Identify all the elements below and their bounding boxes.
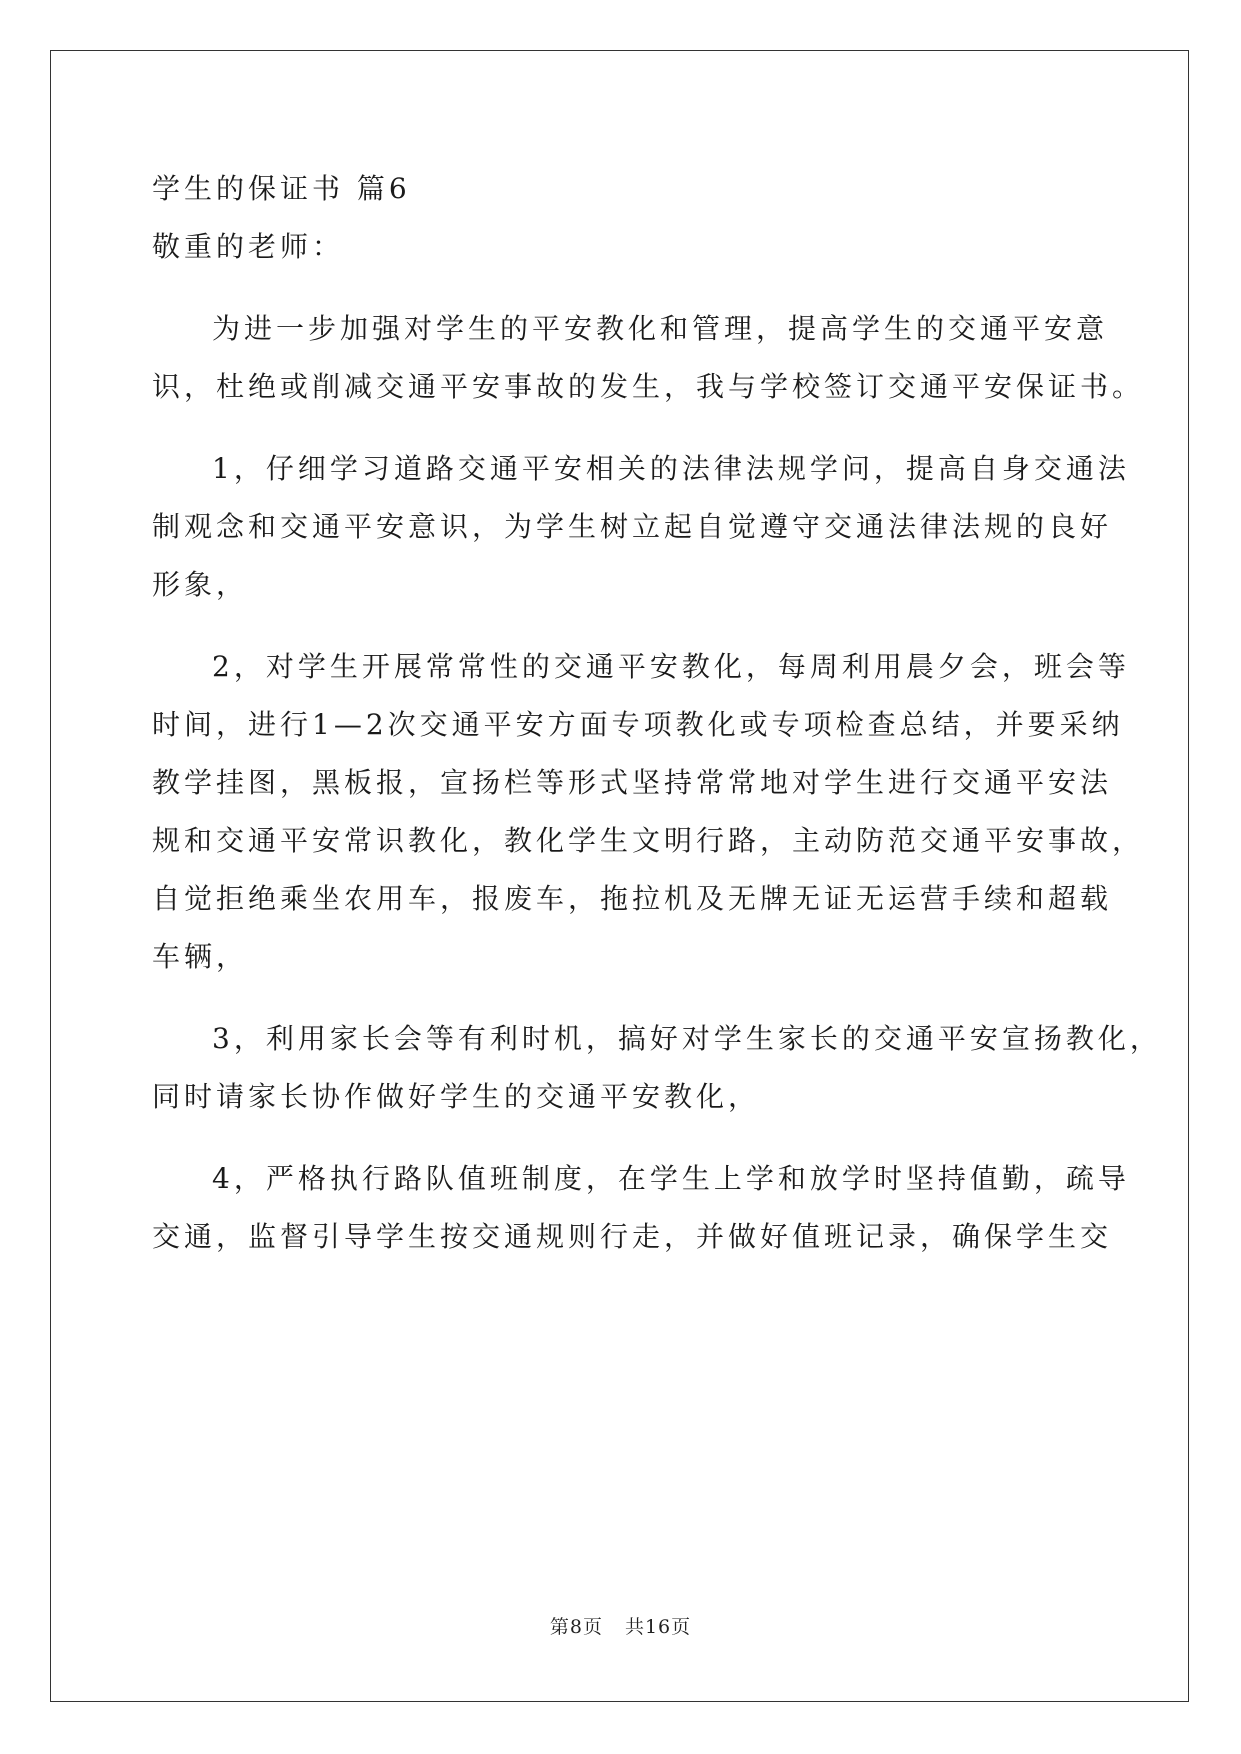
paragraph-item-4 [152, 1150, 1130, 1266]
paragraph-line: 3，利用家长会等有利时机，搞好对学生家长的交通平安宣扬教化， [212, 1022, 1162, 1055]
paragraph-line: 自觉拒绝乘坐农用车，报废车，拖拉机及无牌无证无运营手续和超载 [152, 882, 1113, 915]
current-page-label: 第8页 [549, 1616, 603, 1638]
paragraph-line: 识，杜绝或削减交通平安事故的发生，我与学校签订交通平安保证书。 [152, 370, 1145, 403]
page-footer [0, 1612, 1241, 1639]
paragraph-item-2 [152, 638, 1145, 986]
paragraph-intro [152, 300, 1145, 416]
salutation: 敬重的老师： [152, 230, 345, 263]
paragraph-line: 制观念和交通平安意识，为学生树立起自觉遵守交通法律法规的良好 [152, 510, 1113, 543]
paragraph-line: 同时请家长协作做好学生的交通平安教化， [152, 1080, 761, 1113]
paragraph-item-1 [152, 440, 1130, 614]
paragraph-line: 交通，监督引导学生按交通规则行走，并做好值班记录，确保学生交 [152, 1220, 1113, 1253]
paragraph-line: 规和交通平安常识教化，教化学生文明行路，主动防范交通平安事故， [152, 824, 1145, 857]
paragraph-line: 为进一步加强对学生的平安教化和管理，提高学生的交通平安意 [212, 312, 1109, 345]
total-pages-label: 共16页 [624, 1616, 692, 1638]
paragraph-line: 时间，进行1—2次交通平安方面专项教化或专项检查总结，并要采纳 [152, 708, 1124, 741]
paragraph-line: 车辆， [152, 940, 249, 973]
paragraph-line: 教学挂图，黑板报，宣扬栏等形式坚持常常地对学生进行交通平安法 [152, 766, 1113, 799]
document-title: 学生的保证书 篇6 [152, 172, 411, 205]
paragraph-line: 2，对学生开展常常性的交通平安教化，每周利用晨夕会，班会等 [212, 650, 1130, 683]
document-body [152, 160, 1162, 1290]
paragraph-line: 形象， [152, 568, 249, 601]
paragraph-line: 1，仔细学习道路交通平安相关的法律法规学问，提高自身交通法 [212, 452, 1130, 485]
paragraph-line: 4，严格执行路队值班制度，在学生上学和放学时坚持值勤，疏导 [212, 1162, 1130, 1195]
paragraph-item-3 [152, 1010, 1162, 1126]
